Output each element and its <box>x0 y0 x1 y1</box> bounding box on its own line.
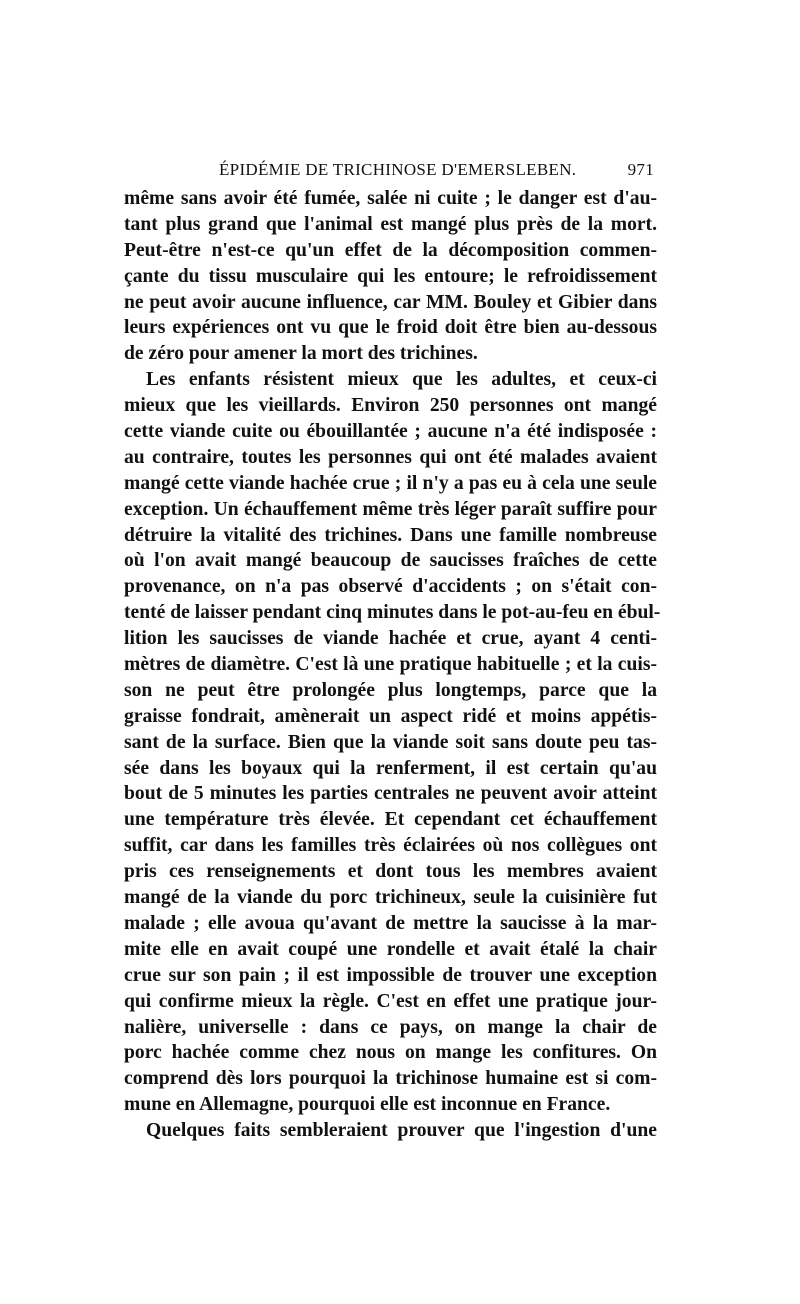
text-line: tant plus grand que l'animal est mangé plus près de la mort. <box>124 213 657 235</box>
text-line: crue sur son pain ; il est impossible de trouver une exception <box>124 964 657 986</box>
text-line: porc hachée comme chez nous on mange les confitures. On <box>124 1042 657 1064</box>
text-line: leurs expériences ont vu que le froid doit être bien au-dessous <box>124 317 657 339</box>
text-line: comprend dès lors pourquoi la trichinose humaine est si com- <box>124 1068 657 1090</box>
running-head <box>124 160 660 186</box>
text-line: graisse fondrait, amènerait un aspect ridé et moins appétis- <box>124 705 657 727</box>
text-line: Quelques faits sembleraient prouver que l'ingestion d'une <box>146 1120 657 1142</box>
text-line: nalière, universelle : dans ce pays, on mange la chair de <box>124 1016 657 1038</box>
text-line: lition les saucisses de viande hachée et crue, ayant 4 centi- <box>124 628 657 650</box>
text-line: Peut-être n'est-ce qu'un effet de la décomposition commen- <box>124 239 657 261</box>
text-line: bout de 5 minutes les parties centrales ne peuvent avoir atteint <box>124 783 657 805</box>
text-line: qui confirme mieux la règle. C'est en effet une pratique jour- <box>124 990 657 1012</box>
running-head-title: ÉPIDÉMIE DE TRICHINOSE D'EMERSLEBEN. <box>219 160 577 179</box>
text-line: mangé de la viande du porc trichineux, seule la cuisinière fut <box>124 887 657 909</box>
text-line: sant de la surface. Bien que la viande soit sans doute peu tas- <box>124 731 657 753</box>
text-line: pris ces renseignements et dont tous les membres avaient <box>124 861 657 883</box>
text-line: sée dans les boyaux qui la renferment, il est certain qu'au <box>124 757 657 779</box>
text-line: au contraire, toutes les personnes qui ont été malades avaient <box>124 446 657 468</box>
text-line: mangé cette viande hachée crue ; il n'y a pas eu à cela une seule <box>124 472 657 494</box>
text-line: ne peut avoir aucune influence, car MM. Bouley et Gibier dans <box>124 291 657 313</box>
body-text <box>124 186 661 1144</box>
text-line: détruire la vitalité des trichines. Dans une famille nombreuse <box>124 524 657 546</box>
text-line: même sans avoir été fumée, salée ni cuite ; le danger est d'au- <box>124 188 657 209</box>
text-line: une température très élevée. Et cependant cet échauffement <box>124 809 657 831</box>
text-line: mètres de diamètre. C'est là une pratique habituelle ; et la cuis- <box>124 654 657 676</box>
text-line: Les enfants résistent mieux que les adultes, et ceux-ci <box>146 369 657 391</box>
page-number: 971 <box>627 160 654 179</box>
text-line: malade ; elle avoua qu'avant de mettre la saucisse à la mar- <box>124 912 657 934</box>
text-line: exception. Un échauffement même très léger paraît suffire pour <box>124 498 657 520</box>
text-line: cette viande cuite ou ébouillantée ; aucune n'a été indisposée : <box>124 421 657 443</box>
text-line: son ne peut être prolongée plus longtemps, parce que la <box>124 679 657 701</box>
text-line: mite elle en avait coupé une rondelle et avait étalé la chair <box>124 938 657 960</box>
text-line: mieux que les vieillards. Environ 250 personnes ont mangé <box>124 395 657 417</box>
text-line: de zéro pour amener la mort des trichines. <box>124 343 478 365</box>
text-line: çante du tissu musculaire qui les entoure; le refroidissement <box>124 265 657 287</box>
text-line: provenance, on n'a pas observé d'accidents ; on s'était con- <box>124 576 657 598</box>
text-line: où l'on avait mangé beaucoup de saucisses fraîches de cette <box>124 550 657 572</box>
text-line: mune en Allemagne, pourquoi elle est inconnue en France. <box>124 1094 611 1116</box>
text-line: tenté de laisser pendant cinq minutes dans le pot-au-feu en ébul- <box>124 602 661 624</box>
text-line: suffit, car dans les familles très éclairées où nos collègues ont <box>124 835 657 857</box>
